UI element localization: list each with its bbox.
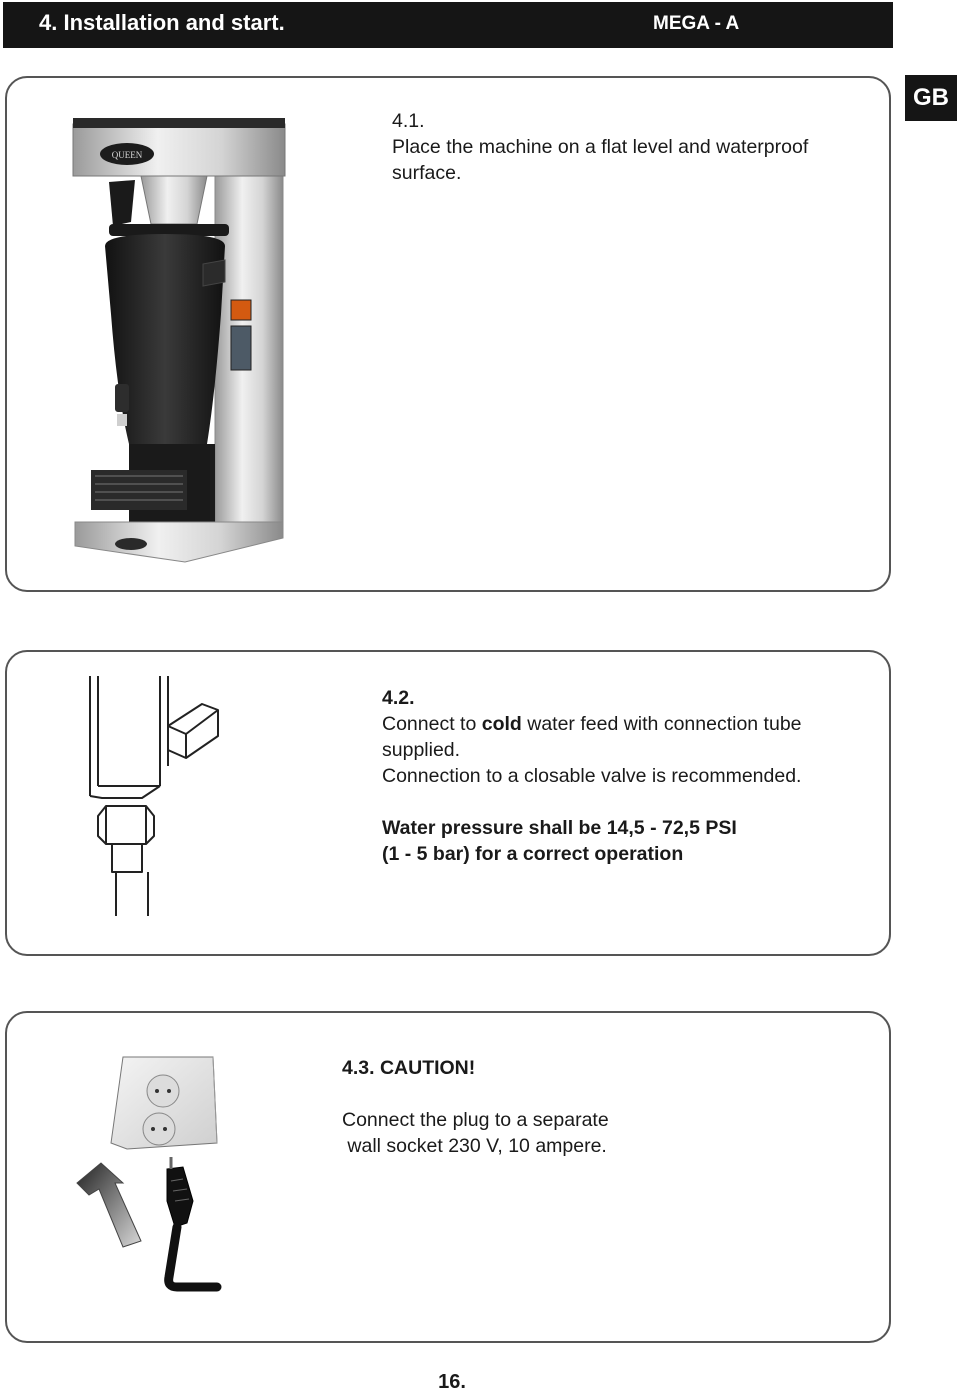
caution-heading: 4.3. CAUTION! [342,1057,476,1079]
language-badge: GB [905,75,957,121]
section-4-2-instruction: Connect to cold water feed with connection tube supplied. [382,713,802,761]
page-number: 16. [438,1371,466,1393]
section-4-2-text [382,685,862,867]
cold-emphasis: cold [481,713,522,735]
section-4-1-panel [5,76,891,592]
section-4-1-number: 4.1. [392,110,425,132]
model-name: MEGA - A [653,13,740,34]
caution-line-1: Connect the plug to a separate [342,1109,609,1131]
section-4-2-panel [5,650,891,956]
wall-socket-plug-illustration [71,1051,231,1301]
section-4-1-instruction: Place the machine on a flat level and waterproof surface. [392,136,809,184]
section-4-2-recommendation: Connection to a closable valve is recommended. [382,765,802,787]
section-4-2-number: 4.2. [382,687,415,709]
queen-logo: QUEEN [111,150,143,160]
caution-line-2: wall socket 230 V, 10 ampere. [342,1135,607,1157]
section-title: 4. Installation and start. [39,10,285,35]
water-valve-illustration [82,676,232,921]
page-header [3,2,893,48]
water-pressure-line-1: Water pressure shall be 14,5 - 72,5 PSI [382,817,737,839]
coffee-machine-illustration [65,114,305,574]
section-4-1-text [392,108,852,186]
section-4-3-text [342,1055,822,1159]
water-pressure-line-2: (1 - 5 bar) for a correct operation [382,843,684,865]
section-4-3-panel [5,1011,891,1343]
